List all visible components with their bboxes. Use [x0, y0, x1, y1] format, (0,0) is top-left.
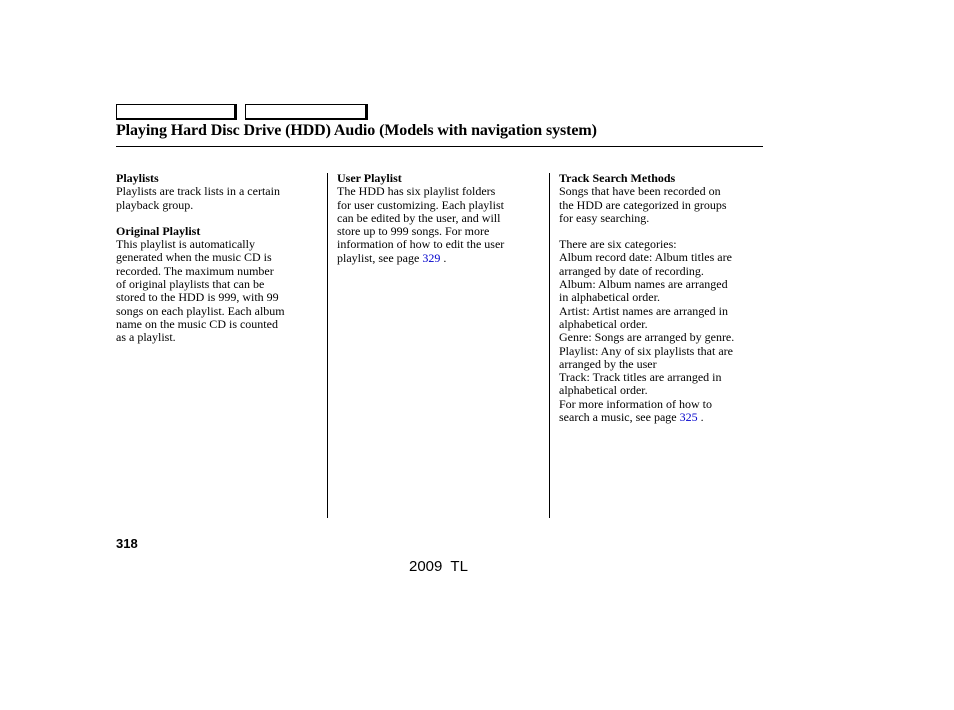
section-heading-original-playlist: Original Playlist: [116, 223, 201, 238]
user-playlist-reference-line: playlist, see page 329 .: [337, 250, 447, 265]
section-heading-playlists: Playlists: [116, 171, 159, 185]
column-track-search: [559, 172, 764, 424]
title-rule: [116, 146, 763, 147]
track-search-reference-line: search a music, see page 325 .: [559, 410, 704, 425]
playlists-text: Playlists are track lists in a certain playback group.: [116, 184, 280, 212]
page-number: 318: [116, 536, 138, 551]
column-playlists: [116, 172, 321, 345]
original-playlist-text: This playlist is automatically generated when the music CD is recorded. The maximum number of original playlists that can be stored to the HDD is 999, with 99 songs on each playlist. Each album name on the music CD is counted as a playlist.: [116, 237, 285, 345]
column-divider: [327, 173, 328, 518]
nav-tab-2[interactable]: [245, 104, 368, 120]
page-link-325[interactable]: 325: [679, 410, 698, 425]
page-title: Playing Hard Disc Drive (HDD) Audio (Models with navigation system): [116, 122, 597, 139]
nav-tab-1[interactable]: [116, 104, 237, 120]
track-search-categories: There are six categories: Album record date: Album titles are arranged by date of recording. Album: Album names are arranged in alphabetical order. Artist: Artist names are arranged in alphabetical order. Genre: Songs are arranged by genre. Playlist: Any of six playlists that are arranged by the user Track: Track titles are arranged in alphabetical order. For more information of how to search a music, see page 325 .: [559, 238, 764, 424]
column-divider: [549, 173, 550, 518]
footer-model: 2009 TL: [409, 558, 468, 575]
user-playlist-text: The HDD has six playlist folders for user customizing. Each playlist can be edited by the user, and will store up to 999 songs. For more information of how to edit the user playlist, see page 329 .: [337, 185, 542, 265]
section-heading-track-search: Track Search Methods: [559, 171, 676, 185]
section-heading-user-playlist: User Playlist: [337, 171, 402, 185]
column-user-playlist: [337, 172, 542, 265]
page-link-329[interactable]: 329: [422, 250, 441, 265]
track-search-intro: Songs that have been recorded on the HDD are categorized in groups for easy searching.: [559, 184, 727, 225]
